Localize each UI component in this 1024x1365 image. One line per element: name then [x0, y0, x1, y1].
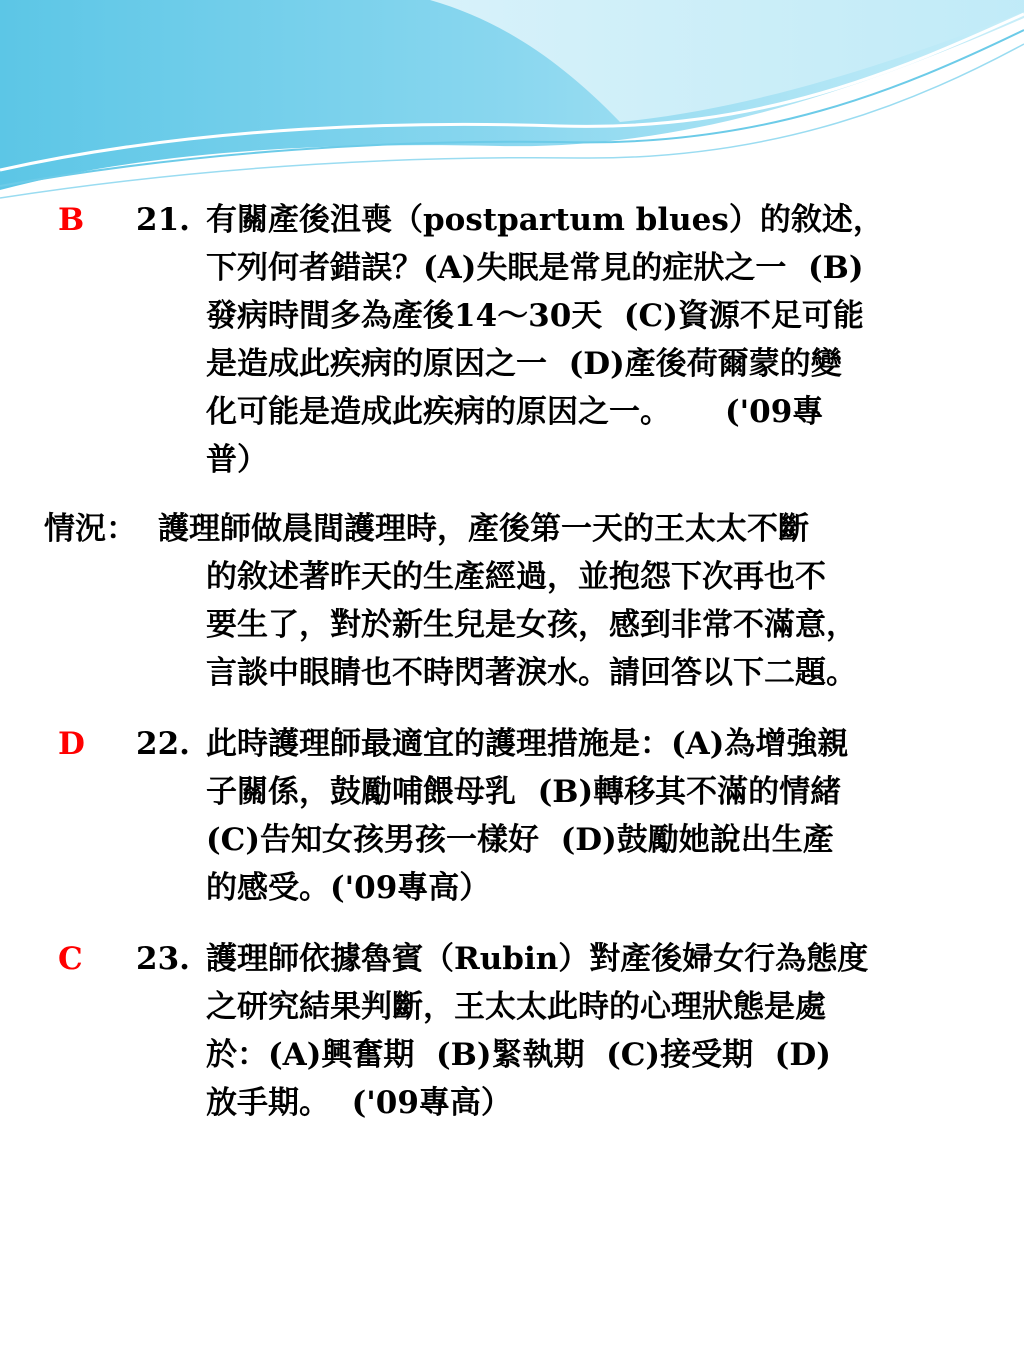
question-number: 21.	[136, 202, 190, 238]
answer-key: C	[58, 941, 83, 977]
question-text-line: 於：(A)興奮期 (B)緊執期 (C)接受期 (D)	[206, 1037, 831, 1073]
situation-label: 情況：	[44, 511, 137, 547]
question-text-line: 發病時間多為產後14～30天 (C)資源不足可能	[206, 298, 864, 334]
question-text-line: 下列何者錯誤？(A)失眠是常見的症狀之一 (B)	[206, 250, 864, 286]
question-text-line: (C)告知女孩男孩一樣好 (D)鼓勵她說出生產	[206, 822, 834, 858]
question-text-line: 是造成此疾病的原因之一 (D)產後荷爾蒙的變	[206, 346, 842, 382]
answer-key: D	[58, 726, 85, 762]
question-text-line: 放手期。 ('09專高）	[206, 1085, 512, 1121]
question-text-line: 子關係，鼓勵哺餵母乳 (B)轉移其不滿的情緒	[206, 774, 842, 810]
question-text-line: 普）	[206, 442, 268, 478]
header-wave-decoration	[0, 0, 1024, 210]
question-text-line: 有關產後沮喪（postpartum blues）的敘述，	[206, 202, 884, 238]
answer-key: B	[58, 202, 85, 238]
question-number: 22.	[136, 726, 190, 762]
question-text-line: 化可能是造成此疾病的原因之一。 ('09專	[206, 394, 824, 430]
question-text-line: 護理師依據魯賓（Rubin）對產後婦女行為態度	[206, 941, 869, 977]
question-text-line: 的感受。('09專高）	[206, 870, 491, 906]
situation-text-line: 要生了，對於新生兒是女孩，感到非常不滿意，	[206, 607, 857, 643]
question-number: 23.	[136, 941, 190, 977]
situation-text-line: 言談中眼睛也不時閃著淚水。請回答以下二題。	[206, 655, 857, 691]
question-text-line: 此時護理師最適宜的護理措施是：(A)為增強親	[206, 726, 849, 762]
situation-text-line: 的敘述著昨天的生產經過，並抱怨下次再也不	[206, 559, 826, 595]
question-text-line: 之研究結果判斷，王太太此時的心理狀態是處	[206, 989, 826, 1025]
situation-text-line: 護理師做晨間護理時，產後第一天的王太太不斷	[158, 511, 809, 547]
